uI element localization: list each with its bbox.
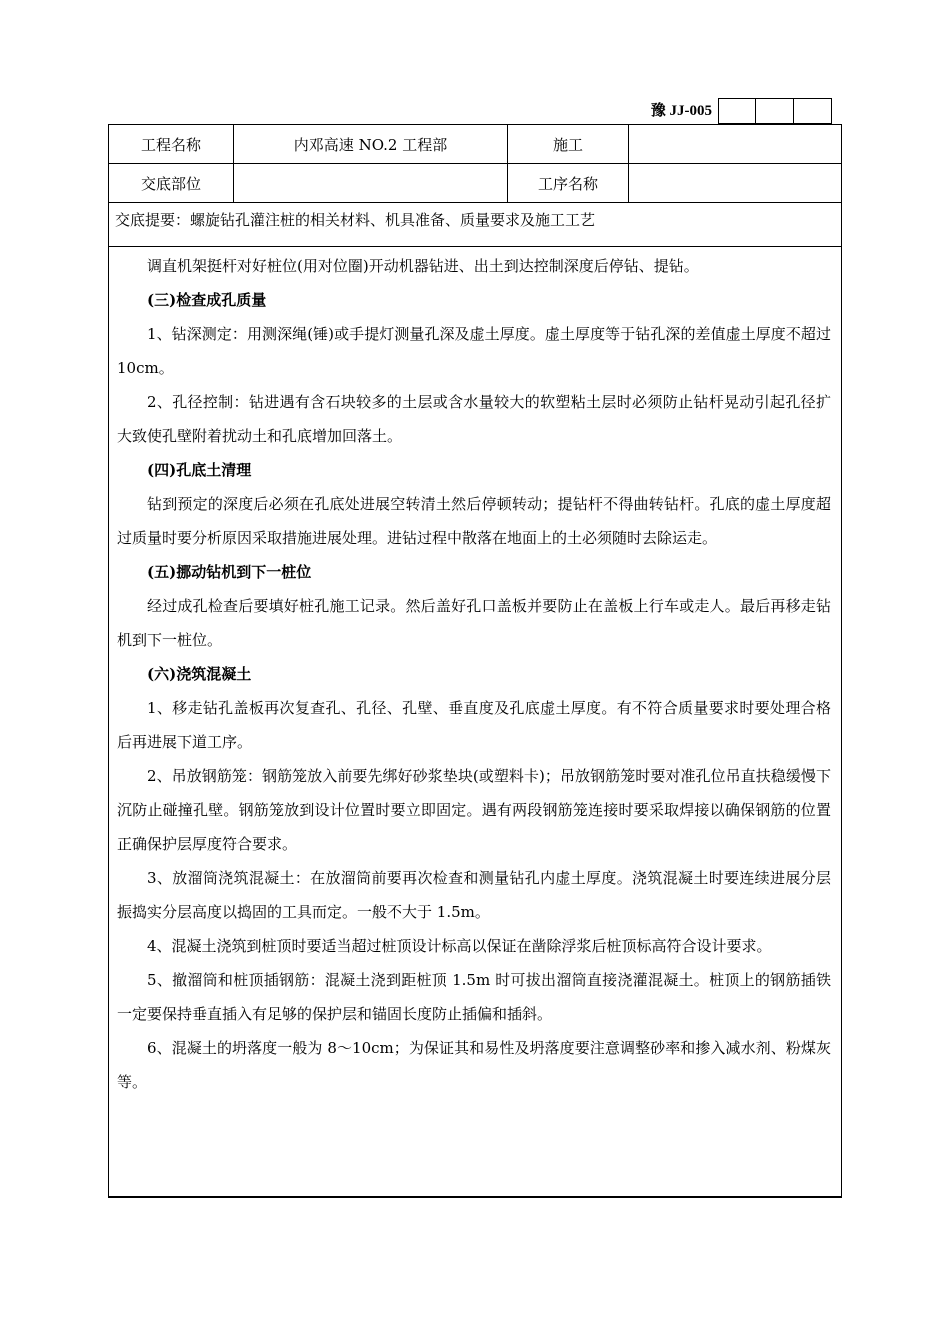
- project-label: 工程名称: [109, 125, 234, 163]
- paragraph: 2、孔径控制：钻进遇有含石块较多的土层或含水量较大的软塑粘土层时必须防止钻杆晃动引起孔径扩大致使孔壁附着扰动土和孔底增加回落土。: [117, 393, 831, 445]
- section-heading: (五)挪动钻机到下一桩位: [147, 563, 312, 581]
- disclosure-form: [108, 124, 842, 1198]
- header-row-2: [109, 164, 841, 203]
- paragraph: 2、吊放钢筋笼：钢筋笼放入前要先绑好砂浆垫块(或塑料卡)；吊放钢筋笼时要对准孔位吊直扶稳缓慢下沉防止碰撞孔壁。钢筋笼放到设计位置时要立即固定。遇有两段钢筋笼连接时要采取焊接以确保钢筋的位置正确保护层厚度符合要求。: [117, 767, 831, 853]
- paragraph: 1、钻深测定：用测深绳(锤)或手提灯测量孔深及虚土厚度。虚土厚度等于钻孔深的差值虚土厚度不超过 10cm。: [117, 325, 831, 377]
- summary: 交底提要：螺旋钻孔灌注桩的相关材料、机具准备、质量要求及施工工艺: [109, 203, 841, 247]
- paragraph: 经过成孔检查后要填好桩孔施工记录。然后盖好孔口盖板并要防止在盖板上行车或走人。最后再移走钻机到下一桩位。: [117, 597, 831, 649]
- content-body: [109, 249, 841, 1099]
- location-label: 交底部位: [109, 164, 234, 202]
- header-row-1: [109, 125, 841, 164]
- paragraph: 3、放溜筒浇筑混凝土：在放溜筒前要再次检查和测量钻孔内虚土厚度。浇筑混凝土时要连续进展分层振捣实分层高度以捣固的工具而定。一般不大于 1.5m。: [117, 869, 831, 921]
- location-value: [234, 164, 508, 202]
- paragraph: 钻到预定的深度后必须在孔底处进展空转清土然后停顿转动；提钻杆不得曲转钻杆。孔底的虚土厚度超过质量时要分析原因采取措施进展处理。进钻过程中散落在地面上的土必须随时去除运走。: [117, 495, 831, 547]
- paragraph: 4、混凝土浇筑到桩顶时要适当超过桩顶设计标高以保证在凿除浮浆后桩顶标高符合设计要求。: [147, 937, 772, 955]
- paragraph: 5、撤溜筒和桩顶插钢筋：混凝土浇到距桩顶 1.5m 时可拔出溜筒直接浇灌混凝土。桩顶上的钢筋插铁一定要保持垂直插入有足够的保护层和锚固长度防止插偏和插斜。: [117, 971, 831, 1023]
- doc-code: 豫 JJ-005: [650, 103, 712, 119]
- process-label: 工序名称: [508, 164, 629, 202]
- section-heading: (六)浇筑混凝土: [147, 665, 252, 683]
- code-box: [794, 98, 832, 124]
- code-box: [756, 98, 794, 124]
- project-value: 内邓高速 NO.2 工程部: [234, 125, 508, 163]
- doc-code-row: [630, 98, 832, 124]
- section-heading: (四)孔底土清理: [147, 461, 252, 479]
- construction-label: 施工: [508, 125, 629, 163]
- construction-value: [629, 125, 841, 163]
- paragraph: 调直机架挺杆对好桩位(用对位圈)开动机器钻进、出土到达控制深度后停钻、提钻。: [147, 257, 699, 275]
- code-box: [718, 98, 756, 124]
- paragraph: 6、混凝土的坍落度一般为 8～10cm；为保证其和易性及坍落度要注意调整砂率和掺入减水剂、粉煤灰等。: [117, 1039, 831, 1091]
- process-value: [629, 164, 841, 202]
- section-heading: (三)检查成孔质量: [147, 291, 267, 309]
- paragraph: 1、移走钻孔盖板再次复查孔、孔径、孔壁、垂直度及孔底虚土厚度。有不符合质量要求时要处理合格后再进展下道工序。: [117, 699, 831, 751]
